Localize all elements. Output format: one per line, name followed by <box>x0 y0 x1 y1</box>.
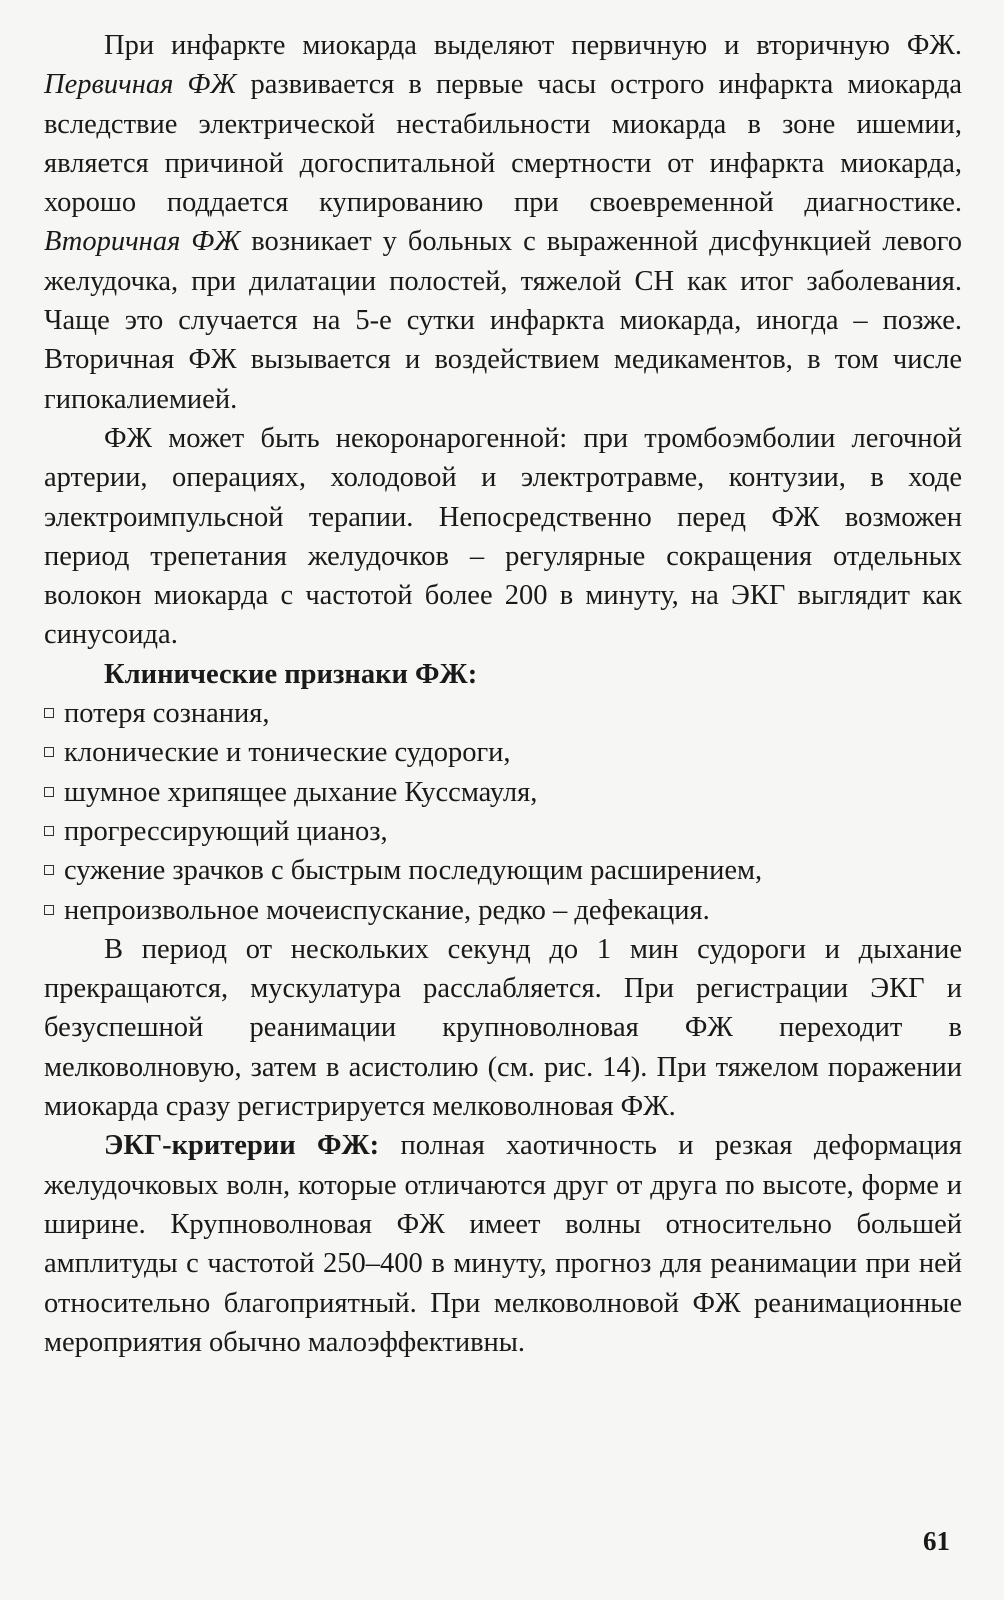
list-item <box>44 733 962 772</box>
page-body <box>44 26 962 1362</box>
square-bullet-icon <box>44 708 54 718</box>
list-item-text: непроизвольное мочеиспускание, редко – дефекация. <box>64 894 710 926</box>
list-item <box>44 812 962 851</box>
text-segment: развивается в первые часы острого инфаркта миокарда вследствие электрической нестабильности миокарда в зоне ишемии, является причиной догоспитальной смертности от инфаркта миокарда, хорошо поддается купированию при своевременной диагностике. <box>44 69 963 219</box>
list-item <box>44 694 962 733</box>
text-segment: полная хаотичность и резкая деформация желудочковых волн, которые отличаются друг от друга по высоте, форме и ширине. Крупноволновая ФЖ имеет волны относительно большей амплитуды с частотой 250–400 в минуту, прогноз для реанимации при ней относительно благоприятный. При мелковолновой ФЖ реанимационные мероприятия обычно малоэффективны. <box>44 1130 962 1358</box>
ecg-criteria-lead: ЭКГ-критерии ФЖ: <box>104 1130 380 1162</box>
text-segment: возникает у больных с выраженной дисфункцией левого желудочка, при дилатации полостей, тяжелой СН как итог заболевания. Чаще это случается на 5-е сутки инфаркта миокарда, иногда – позже. Вторичная ФЖ вызывается и воздействием медикаментов, в том числе гипокалиемией. <box>44 226 962 415</box>
list-item <box>44 851 962 890</box>
square-bullet-icon <box>44 787 54 797</box>
square-bullet-icon <box>44 905 54 915</box>
text-segment: При инфаркте миокарда выделяют первичную и вторичную ФЖ. <box>104 30 962 61</box>
paragraph-primary-secondary-vf <box>44 26 962 419</box>
list-item-text: клонические и тонические судороги, <box>64 737 511 769</box>
term-primary-vf: Первичная ФЖ <box>44 69 237 101</box>
square-bullet-icon <box>44 865 54 875</box>
paragraph-ecg-criteria <box>44 1126 962 1362</box>
list-item <box>44 891 962 930</box>
list-item-text: потеря сознания, <box>64 698 270 730</box>
square-bullet-icon <box>44 826 54 836</box>
paragraph-noncoronary-vf: ФЖ может быть некоронарогенной: при тромбоэмболии легочной артерии, операциях, холодовой и электротравме, контузии, в ходе электроимпульсной терапии. Непосредственно перед ФЖ возможен период трепетания желудочков – регулярные сокращения отдельных волокон миокарда с частотой более 200 в минуту, на ЭКГ выглядит как синусоида. <box>44 422 962 651</box>
list-item-text: сужение зрачков с быстрым последующим расширением, <box>64 855 763 887</box>
page-number: 61 <box>923 1526 950 1556</box>
paragraph-progression: В период от нескольких секунд до 1 мин судороги и дыхание прекращаются, мускулатура расслабляется. При регистрации ЭКГ и безуспешной реанимации крупноволновая ФЖ переходит в мелковолновую, затем в асистолию (см. рис. 14). При тяжелом поражении миокарда сразу регистрируется мелковолновая ФЖ. <box>44 933 962 1123</box>
term-secondary-vf: Вторичная ФЖ <box>44 226 241 258</box>
list-item-text: прогрессирующий цианоз, <box>64 815 388 847</box>
list-item <box>44 773 962 812</box>
square-bullet-icon <box>44 747 54 757</box>
clinical-signs-heading: Клинические признаки ФЖ: <box>104 658 478 690</box>
list-item-text: шумное хрипящее дыхание Куссмауля, <box>64 776 538 808</box>
clinical-signs-list <box>44 694 962 930</box>
